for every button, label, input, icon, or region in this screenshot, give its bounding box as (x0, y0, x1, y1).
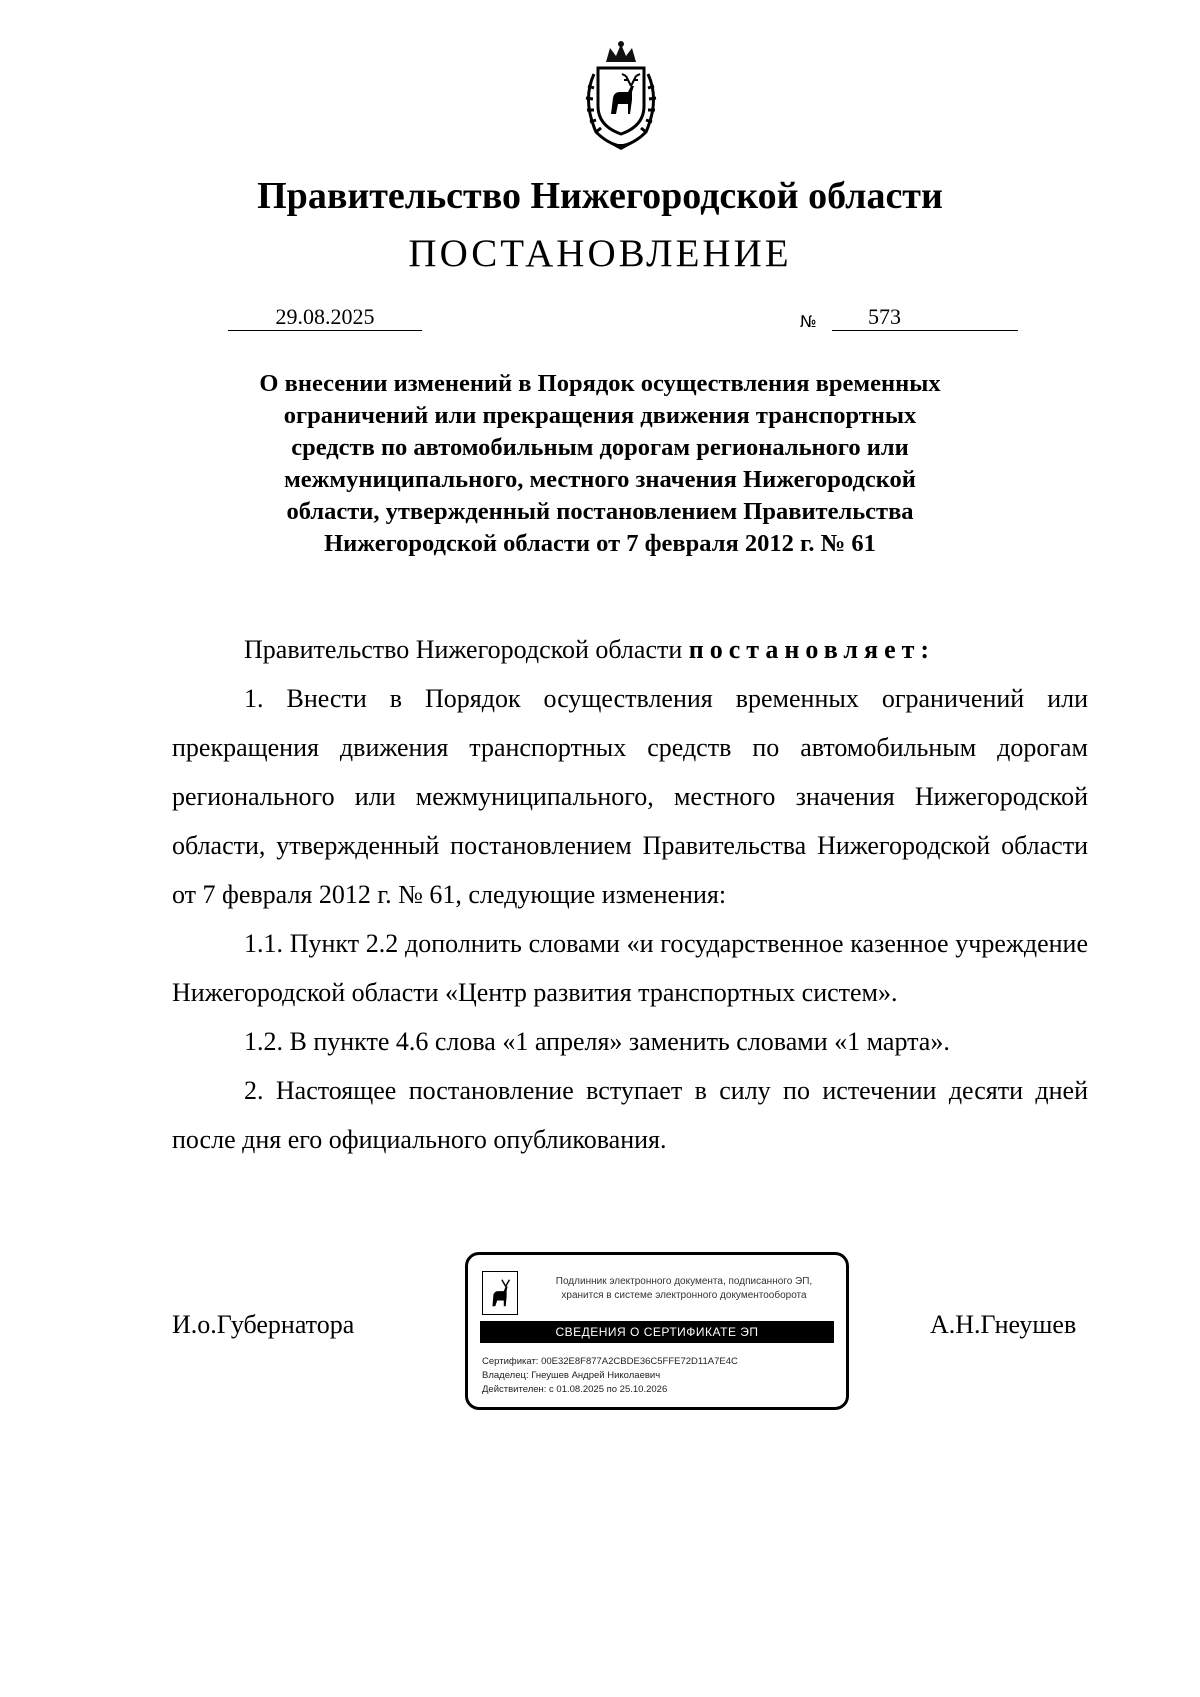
certificate-info-header: СВЕДЕНИЯ О СЕРТИФИКАТЕ ЭП (480, 1321, 834, 1343)
document-number: 573 (868, 304, 901, 329)
certificate-details (482, 1355, 738, 1397)
preamble (172, 625, 1088, 674)
stamp-note-line-2: хранится в системе электронного документооборота (561, 1290, 807, 1301)
coat-of-arms-icon (576, 40, 666, 152)
paragraph-1-2: 1.2. В пункте 4.6 слова «1 апреля» заменить словами «1 марта». (244, 1027, 950, 1056)
preamble-keyword: постановляет: (688, 635, 936, 664)
document-body (172, 625, 1088, 1164)
paragraph-2: 2. Настоящее постановление вступает в силу по истечении десяти дней после дня его официального опубликования. (172, 1076, 1088, 1154)
document-subject: О внесении изменений в Порядок осуществления временных ограничений или прекращения движения транспортных средств по автомобильным дорогам регионального или межмуниципального, местного значения Нижегородской области, утвержденный постановлением Правительства Нижегородской области от 7 февраля 2012 г. № 61 (259, 370, 941, 557)
certificate-validity: Действителен: с 01.08.2025 по 25.10.2026 (482, 1384, 668, 1395)
number-sign: № (800, 312, 817, 331)
paragraph-1-1: 1.1. Пункт 2.2 дополнить словами «и государственное казенное учреждение Нижегородской области «Центр развития транспортных систем». (172, 929, 1088, 1007)
signer-title: И.о.Губернатора (172, 1310, 355, 1339)
document-type: ПОСТАНОВЛЕНИЕ (408, 232, 792, 275)
stamp-note (528, 1275, 840, 1303)
electronic-signature-stamp (465, 1252, 849, 1410)
signer-name: А.Н.Гнеушев (930, 1310, 1077, 1339)
document-date: 29.08.2025 (228, 304, 422, 331)
preamble-text: Правительство Нижегородской области (244, 635, 689, 664)
stamp-note-line-1: Подлинник электронного документа, подписанного ЭП, (555, 1276, 813, 1287)
paragraph-1: 1. Внести в Порядок осуществления временных ограничений или прекращения движения транспортных средств по автомобильным дорогам регионального или межмуниципального, местного значения Нижегородской области, утвержденный постановлением Правительства Нижегородской области от 7 февраля 2012 г. № 61, следующие изменения: (172, 684, 1088, 909)
certificate-id: Сертификат: 00E32E8F877A2CBDE36C5FFE72D11A7E4C (482, 1356, 738, 1367)
certificate-owner: Владелец: Гнеушев Андрей Николаевич (482, 1370, 661, 1381)
deer-emblem-icon (482, 1271, 518, 1315)
document-number-line (832, 304, 1018, 331)
organization-title: Правительство Нижегородской области (257, 175, 943, 217)
